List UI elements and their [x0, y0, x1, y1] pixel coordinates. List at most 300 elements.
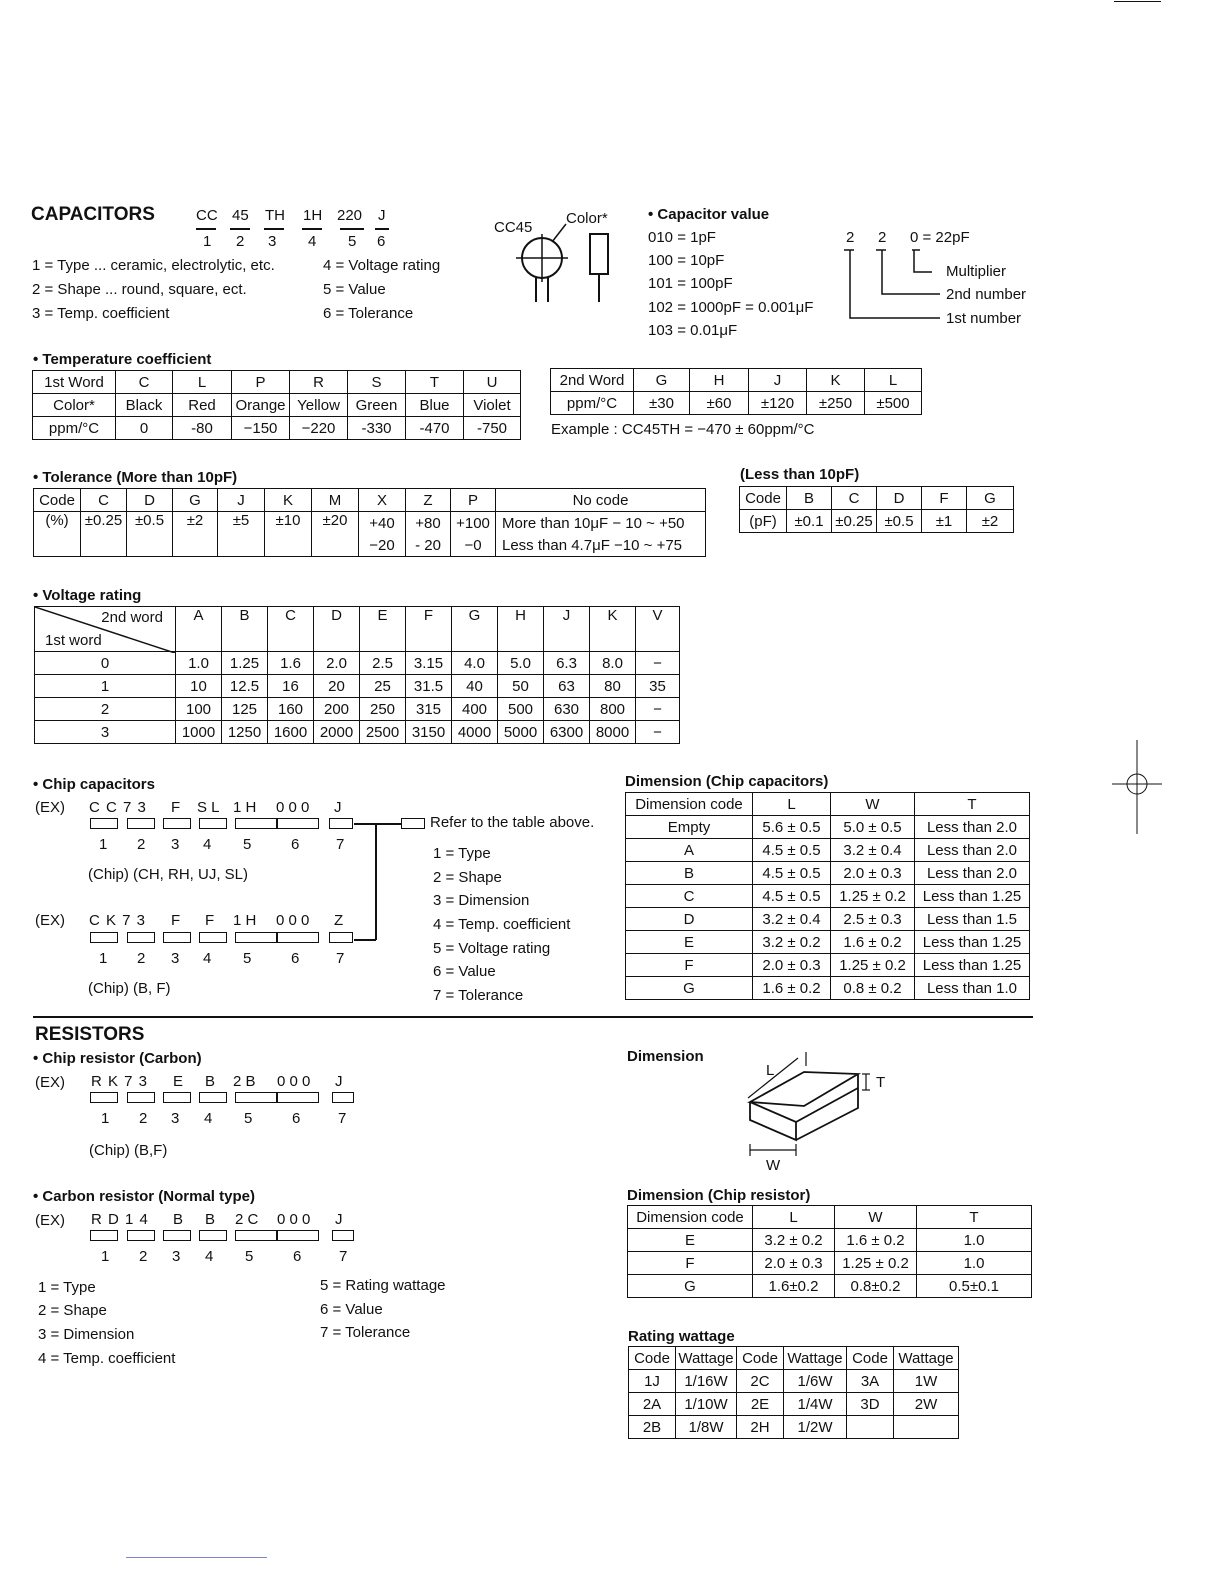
legend-item: 2 = Shape: [433, 869, 502, 886]
table-cell: +40: [359, 512, 406, 535]
column-header: B: [222, 607, 268, 652]
bracket-label: Multiplier: [946, 263, 1007, 280]
column-header: Code: [629, 1347, 676, 1370]
table-cell: K: [807, 369, 865, 392]
table-cell: E: [626, 931, 753, 954]
rating-title: Rating wattage: [628, 1328, 735, 1345]
dim-chip-caps-table: [625, 792, 1030, 1000]
table-cell: 1.6 ± 0.2: [831, 931, 915, 954]
dim-label-l: L: [766, 1062, 775, 1079]
legend-item: 3 = Temp. coefficient: [32, 305, 170, 322]
column-header: J: [544, 607, 590, 652]
table-cell: Less than 2.0: [915, 862, 1030, 885]
table-cell: 2B: [629, 1416, 676, 1439]
code-box: [332, 1230, 354, 1241]
chip-note: (Chip) (B,F): [89, 1142, 168, 1159]
table-row: [35, 607, 680, 652]
table-cell: Blue: [406, 394, 464, 417]
table-row: [33, 417, 521, 440]
table-cell: 5.0 ± 0.5: [831, 816, 915, 839]
code-number: 2: [137, 950, 146, 967]
table-cell: 1.6 ± 0.2: [753, 977, 831, 1000]
table-row: [626, 862, 1030, 885]
column-header: T: [917, 1206, 1032, 1229]
table-cell: Orange: [232, 394, 290, 417]
table-cell: 5.6 ± 0.5: [753, 816, 831, 839]
dim-chip-caps-title: Dimension (Chip capacitors): [625, 773, 829, 790]
code-number: 1: [101, 1110, 110, 1127]
code-number: 4: [203, 950, 212, 967]
code-box: [277, 932, 319, 943]
table-cell: ±0.5: [127, 512, 173, 557]
code-box: [127, 932, 155, 943]
table-row: [35, 675, 680, 698]
table-cell: −: [636, 652, 680, 675]
footer-rule: [126, 1557, 267, 1558]
table-row: [628, 1252, 1032, 1275]
table-cell: Code: [740, 487, 787, 510]
table-cell: 1.0: [917, 1252, 1032, 1275]
table-cell: C: [81, 489, 127, 512]
table-cell: Less than 4.7μF −10 ~ +75: [496, 534, 706, 557]
code-box: [329, 818, 353, 829]
code-letters: 2 C: [235, 1211, 259, 1228]
table-cell: 2.5: [360, 652, 406, 675]
code-letters: 0 0 0: [277, 1073, 311, 1090]
legend-item: 4 = Voltage rating: [323, 257, 441, 274]
code-letters: F: [171, 799, 181, 816]
diagram-label: CC45: [494, 219, 533, 236]
table-cell: Empty: [626, 816, 753, 839]
table-cell: 20: [314, 675, 360, 698]
code-letter: TH: [265, 207, 285, 224]
table-cell: 1600: [268, 721, 314, 744]
rating-table: [628, 1346, 959, 1439]
table-cell: G: [626, 977, 753, 1000]
table-cell: D: [877, 487, 922, 510]
table-cell: −: [636, 721, 680, 744]
table-cell: 1/8W: [676, 1416, 737, 1439]
value-item: 102 = 1000pF = 0.001μF: [648, 299, 814, 316]
table-cell: 5000: [498, 721, 544, 744]
table-cell: G: [967, 487, 1014, 510]
table-cell: 100: [176, 698, 222, 721]
ex-label: (EX): [35, 799, 65, 816]
column-header: Wattage: [894, 1347, 959, 1370]
table-cell: 1.25 ± 0.2: [831, 954, 915, 977]
table-cell: 35: [636, 675, 680, 698]
table-cell: 630: [544, 698, 590, 721]
table-cell: 0: [35, 652, 176, 675]
table-cell: Green: [348, 394, 406, 417]
capacitor-value-title: • Capacitor value: [648, 206, 770, 223]
table-cell: Less than 2.0: [915, 839, 1030, 862]
code-letters: 1 H: [233, 912, 257, 929]
code-box: [90, 1230, 118, 1241]
value-item: 101 = 100pF: [648, 275, 733, 292]
code-number: 3: [171, 1110, 180, 1127]
table-cell: 4000: [452, 721, 498, 744]
table-cell: B: [626, 862, 753, 885]
tolerance-title: • Tolerance (More than 10pF): [33, 469, 238, 486]
code-number: 4: [204, 1110, 213, 1127]
code-letters: 0 0 0: [276, 799, 310, 816]
table-cell: ±60: [690, 392, 749, 415]
code-letter: J: [378, 207, 386, 224]
table-cell: ±0.5: [877, 510, 922, 533]
table-cell: 0: [116, 417, 173, 440]
table-cell: 1.6: [268, 652, 314, 675]
code-box: [277, 1092, 319, 1103]
table-cell: 1/4W: [784, 1393, 847, 1416]
value-item: 103 = 0.01μF: [648, 322, 738, 339]
code-box: [127, 1230, 155, 1241]
table-cell: 3: [35, 721, 176, 744]
table-cell: −20: [359, 534, 406, 557]
table-cell: Less than 1.0: [915, 977, 1030, 1000]
code-letter: 1H: [303, 207, 323, 224]
code-number: 7: [336, 836, 345, 853]
table-cell: K: [265, 489, 312, 512]
table-cell: ±0.25: [832, 510, 877, 533]
table-row: [740, 510, 1014, 533]
example-digit: 0 = 22pF: [910, 229, 970, 246]
table-cell: Less than 2.0: [915, 816, 1030, 839]
table-row: [629, 1347, 959, 1370]
table-cell: 8.0: [590, 652, 636, 675]
code-box: [235, 932, 277, 943]
code-box: [199, 818, 227, 829]
code-number: 3: [268, 233, 277, 250]
table-cell: 1J: [629, 1370, 676, 1393]
table-cell: 3.2 ± 0.2: [753, 1229, 835, 1252]
column-header: L: [753, 793, 831, 816]
table-cell: ±250: [807, 392, 865, 415]
code-box: [332, 1092, 354, 1103]
code-number: 6: [293, 1248, 302, 1265]
code-number: 1: [99, 836, 108, 853]
column-header: Wattage: [784, 1347, 847, 1370]
table-cell: -750: [464, 417, 521, 440]
table-cell: 3.2 ± 0.2: [753, 931, 831, 954]
table-row: [628, 1229, 1032, 1252]
table-cell: −220: [290, 417, 348, 440]
table-row: [551, 392, 922, 415]
code-number: 1: [99, 950, 108, 967]
capacitor-diagram-icon: [510, 222, 620, 306]
chip-caps-title: • Chip capacitors: [33, 776, 155, 793]
temp-coeff-2nd-table: [550, 368, 922, 415]
table-cell: (pF): [740, 510, 787, 533]
table-cell: 1/16W: [676, 1370, 737, 1393]
table-cell: 2000: [314, 721, 360, 744]
code-box: [163, 932, 191, 943]
table-cell: L: [173, 371, 232, 394]
table-cell: 2.0 ± 0.3: [753, 1252, 835, 1275]
legend-item: 2 = Shape: [38, 1302, 107, 1319]
table-cell: 1/6W: [784, 1370, 847, 1393]
table-cell: 1000: [176, 721, 222, 744]
code-box: [235, 1092, 277, 1103]
table-cell: 10: [176, 675, 222, 698]
table-cell: No code: [496, 489, 706, 512]
chip-dimension-icon: [740, 1050, 890, 1172]
code-letters: R K 7 3: [91, 1073, 148, 1090]
code-number: 5: [348, 233, 357, 250]
column-header: Dimension code: [628, 1206, 753, 1229]
table-cell: +80: [406, 512, 451, 535]
tolerance-table: [33, 488, 706, 557]
less-than-title: (Less than 10pF): [740, 466, 860, 483]
legend-item: 3 = Dimension: [38, 1326, 135, 1343]
table-cell: 3D: [847, 1393, 894, 1416]
table-cell: F: [628, 1252, 753, 1275]
table-cell: [894, 1416, 959, 1439]
table-cell: 1: [35, 675, 176, 698]
column-header: W: [831, 793, 915, 816]
table-row: [740, 487, 1014, 510]
table-cell: 1W: [894, 1370, 959, 1393]
table-cell: 12.5: [222, 675, 268, 698]
table-row: [628, 1275, 1032, 1298]
code-letters: Z: [334, 912, 344, 929]
table-row: [626, 908, 1030, 931]
table-cell: G: [628, 1275, 753, 1298]
table-cell: Violet: [464, 394, 521, 417]
table-cell: ±2: [173, 512, 218, 557]
dim-label-t: T: [876, 1074, 886, 1091]
code-box: [199, 932, 227, 943]
code-box: [199, 1230, 227, 1241]
legend-item: 7 = Tolerance: [433, 987, 524, 1004]
code-box: [90, 1092, 118, 1103]
table-cell: P: [451, 489, 496, 512]
column-header: G: [452, 607, 498, 652]
table-cell: 1/10W: [676, 1393, 737, 1416]
table-cell: L: [865, 369, 922, 392]
dim-chip-res-table: [627, 1205, 1032, 1298]
code-letters: E: [173, 1073, 184, 1090]
column-header: V: [636, 607, 680, 652]
table-cell: 40: [452, 675, 498, 698]
table-cell: Z: [406, 489, 451, 512]
ex-label: (EX): [35, 912, 65, 929]
dimension-title: Dimension: [627, 1048, 704, 1065]
table-cell: 1.25 ± 0.2: [831, 885, 915, 908]
table-row: [626, 931, 1030, 954]
table-cell: M: [312, 489, 359, 512]
table-cell: R: [290, 371, 348, 394]
bracket-label: 2nd number: [946, 286, 1027, 303]
code-number: 2: [139, 1110, 148, 1127]
table-cell: 4.5 ± 0.5: [753, 885, 831, 908]
table-row: [626, 954, 1030, 977]
table-cell: ±0.1: [787, 510, 832, 533]
table-cell: 2E: [737, 1393, 784, 1416]
table-cell: D: [626, 908, 753, 931]
table-cell: 6300: [544, 721, 590, 744]
code-number: 5: [243, 950, 252, 967]
value-item: 010 = 1pF: [648, 229, 716, 246]
table-cell: Less than 1.5: [915, 908, 1030, 931]
column-header: E: [360, 607, 406, 652]
table-cell: U: [464, 371, 521, 394]
table-row: [626, 885, 1030, 908]
table-cell: E: [628, 1229, 753, 1252]
table-cell: 800: [590, 698, 636, 721]
legend-item: 2 = Shape ... round, square, ect.: [32, 281, 247, 298]
diagram-color-label: Color*: [566, 210, 608, 227]
code-number: 6: [292, 1110, 301, 1127]
column-header: K: [590, 607, 636, 652]
code-letters: C C 7 3: [89, 799, 146, 816]
code-box: [277, 1230, 319, 1241]
table-row: [35, 721, 680, 744]
table-cell: [847, 1416, 894, 1439]
table-cell: 0.5±0.1: [917, 1275, 1032, 1298]
code-box: [163, 1092, 191, 1103]
legend-item: 3 = Dimension: [433, 892, 530, 909]
dim-label-w: W: [766, 1157, 781, 1174]
table-cell: 160: [268, 698, 314, 721]
table-cell: 200: [314, 698, 360, 721]
table-cell: S: [348, 371, 406, 394]
table-row: [626, 839, 1030, 862]
corner-cell: [35, 607, 176, 652]
column-header: F: [406, 607, 452, 652]
temp-coeff-table: [32, 370, 521, 440]
table-cell: 1.25: [222, 652, 268, 675]
table-cell: 2C: [737, 1370, 784, 1393]
table-cell: 31.5: [406, 675, 452, 698]
table-cell: Color*: [33, 394, 116, 417]
column-header: Code: [847, 1347, 894, 1370]
column-header: C: [268, 607, 314, 652]
code-letters: F: [171, 912, 181, 929]
code-number: 1: [101, 1248, 110, 1265]
dim-chip-res-title: Dimension (Chip resistor): [627, 1187, 811, 1204]
resistors-title: RESISTORS: [35, 1024, 145, 1045]
refer-text: Refer to the table above.: [430, 814, 595, 831]
table-cell: 500: [498, 698, 544, 721]
ex-label: (EX): [35, 1212, 65, 1229]
table-row: [34, 489, 706, 512]
table-cell: 1250: [222, 721, 268, 744]
table-row: [35, 652, 680, 675]
code-box: [127, 1092, 155, 1103]
table-cell: 1.6±0.2: [753, 1275, 835, 1298]
table-cell: C: [626, 885, 753, 908]
legend-item: 4 = Temp. coefficient: [433, 916, 571, 933]
table-cell: 2.0 ± 0.3: [831, 862, 915, 885]
table-cell: 4.0: [452, 652, 498, 675]
table-cell: 3A: [847, 1370, 894, 1393]
table-cell: 3.15: [406, 652, 452, 675]
code-box: [127, 818, 155, 829]
code-letters: S L: [197, 799, 220, 816]
table-cell: 0.8 ± 0.2: [831, 977, 915, 1000]
table-cell: 2.5 ± 0.3: [831, 908, 915, 931]
table-row: [33, 394, 521, 417]
table-cell: 400: [452, 698, 498, 721]
table-row: [629, 1393, 959, 1416]
code-number: 5: [244, 1110, 253, 1127]
code-letters: 2 B: [233, 1073, 256, 1090]
table-cell: F: [626, 954, 753, 977]
table-cell: F: [922, 487, 967, 510]
table-cell: −: [636, 698, 680, 721]
column-header: D: [314, 607, 360, 652]
legend-item: 7 = Tolerance: [320, 1324, 411, 1341]
code-number: 7: [336, 950, 345, 967]
table-cell: 3.2 ± 0.4: [831, 839, 915, 862]
table-cell: D: [127, 489, 173, 512]
legend-item: 1 = Type: [433, 845, 491, 862]
code-box: [277, 818, 319, 829]
code-number: 4: [203, 836, 212, 853]
table-cell: 50: [498, 675, 544, 698]
refer-box: [401, 818, 425, 829]
code-letters: J: [335, 1211, 343, 1228]
table-cell: 2500: [360, 721, 406, 744]
code-number: 1: [203, 233, 212, 250]
code-number: 2: [236, 233, 245, 250]
temp-coeff-title: • Temperature coefficient: [33, 351, 212, 368]
table-cell: P: [232, 371, 290, 394]
table-cell: 250: [360, 698, 406, 721]
table-cell: J: [218, 489, 265, 512]
table-cell: C: [832, 487, 877, 510]
bracket-label: 1st number: [946, 310, 1022, 327]
table-cell: 2.0: [314, 652, 360, 675]
table-cell: ±500: [865, 392, 922, 415]
table-cell: C: [116, 371, 173, 394]
table-cell: 2nd Word: [551, 369, 634, 392]
code-number: 6: [291, 950, 300, 967]
table-cell: ±2: [967, 510, 1014, 533]
table-cell: ppm/°C: [551, 392, 634, 415]
code-letters: 0 0 0: [277, 1211, 311, 1228]
table-cell: 5.0: [498, 652, 544, 675]
tolerance-less-table: [739, 486, 1014, 533]
table-cell: T: [406, 371, 464, 394]
voltage-table: [34, 606, 680, 744]
table-cell: 4.5 ± 0.5: [753, 839, 831, 862]
table-row: [626, 977, 1030, 1000]
table-cell: (%): [34, 512, 81, 557]
table-cell: G: [173, 489, 218, 512]
table-cell: Yellow: [290, 394, 348, 417]
legend-item: 6 = Value: [433, 963, 496, 980]
table-cell: −150: [232, 417, 290, 440]
table-cell: 2.0 ± 0.3: [753, 954, 831, 977]
table-cell: 6.3: [544, 652, 590, 675]
table-row: [551, 369, 922, 392]
column-header: W: [835, 1206, 917, 1229]
table-cell: 315: [406, 698, 452, 721]
code-letters: J: [334, 799, 342, 816]
code-number: 2: [137, 836, 146, 853]
table-cell: Red: [173, 394, 232, 417]
table-cell: ±0.25: [81, 512, 127, 557]
table-cell: -330: [348, 417, 406, 440]
table-cell: Black: [116, 394, 173, 417]
legend-item: 5 = Rating wattage: [320, 1277, 446, 1294]
example-digit: 2: [878, 229, 887, 246]
column-header: T: [915, 793, 1030, 816]
code-number: 6: [291, 836, 300, 853]
table-cell: ±120: [749, 392, 807, 415]
